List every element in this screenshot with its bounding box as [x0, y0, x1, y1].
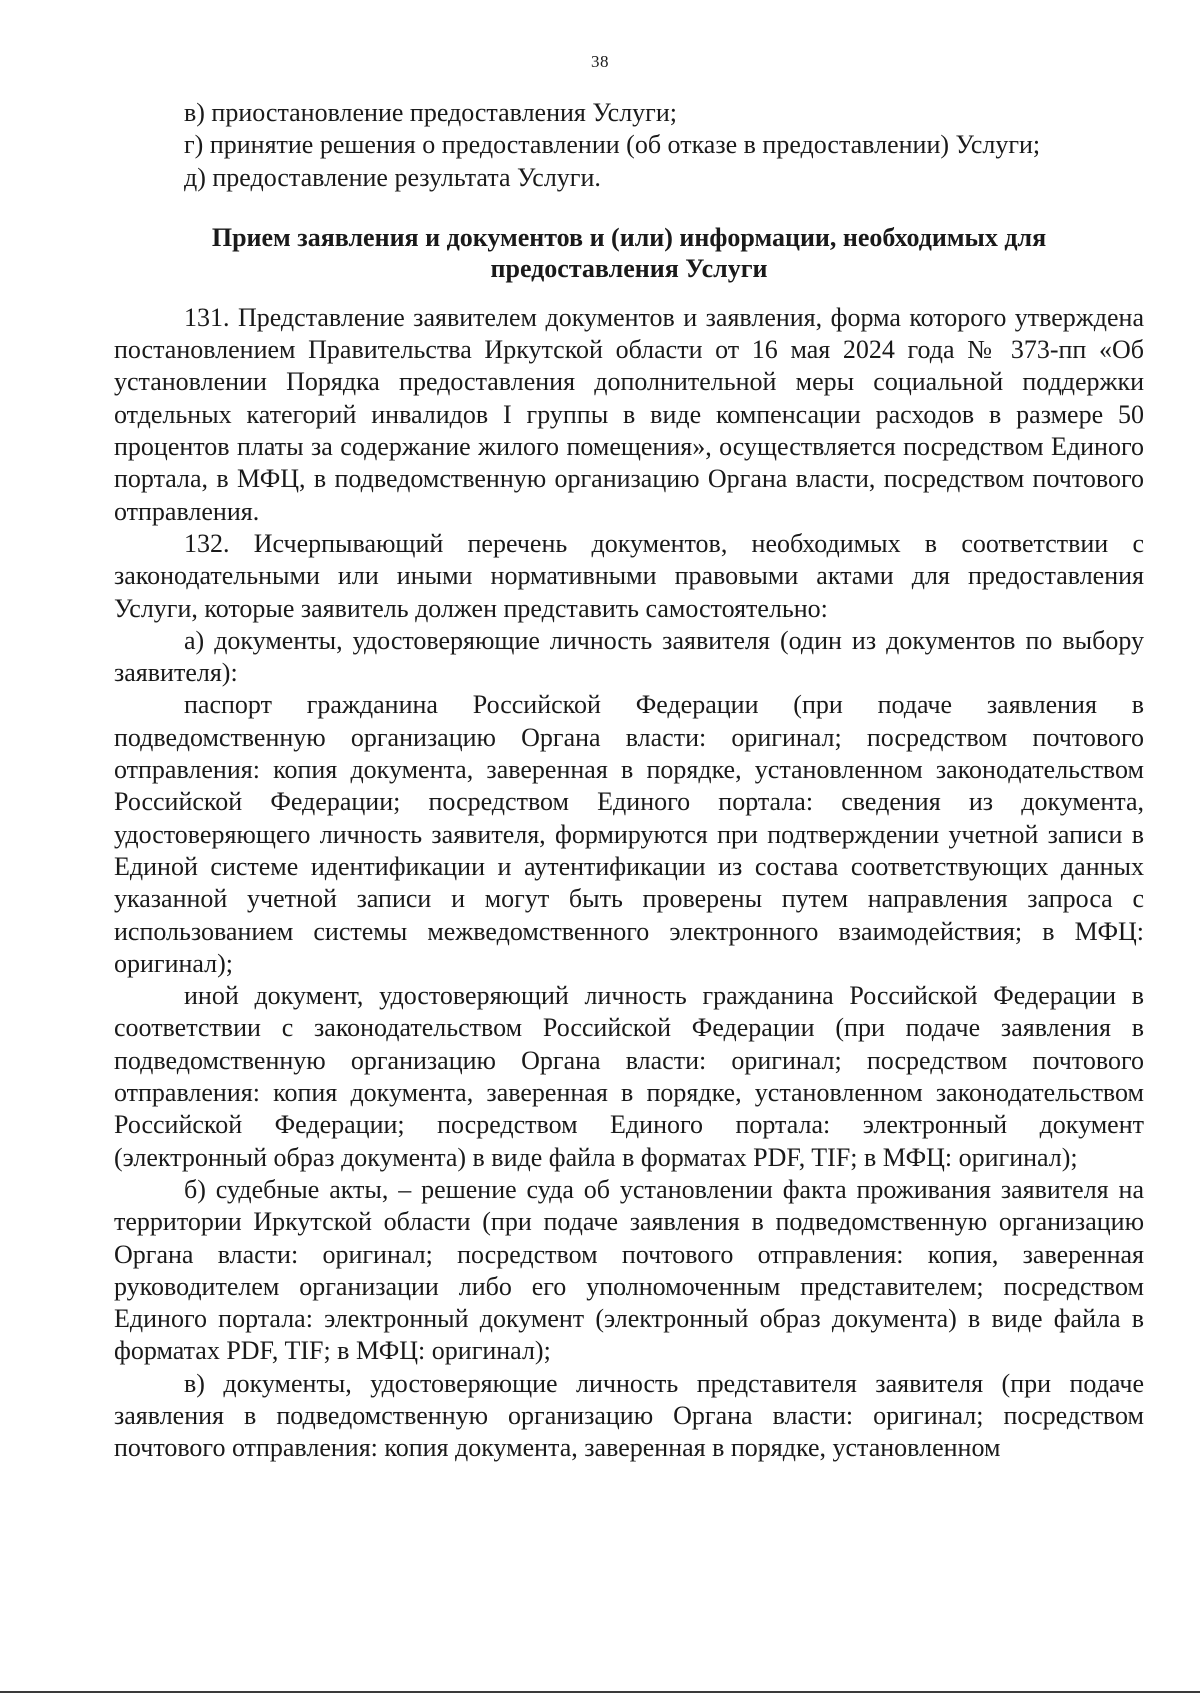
- list-item: в) приостановление предоставления Услуги;: [184, 98, 677, 127]
- paragraph-item-v: в) документы, удостоверяющие личность представителя заявителя (при подаче заявления в подведомственную организацию Органа власти: оригинал; посредством почтового отправления: копия документа, заверенная в порядке, установленном: [114, 1368, 1144, 1463]
- paragraph-item-a: а) документы, удостоверяющие личность заявителя (один из документов по выбору заявителя):: [114, 625, 1144, 688]
- paragraph-item-b: б) судебные акты, – решение суда об установлении факта проживания заявителя на территории Иркутской области (при подаче заявления в подведомственную организацию Органа власти: оригинал; посредством почтового отправления: копия, заверенная руководителем организации либо его уполномоченным представителем; посредством Единого портала: электронный документ (электронный образ документа) в виде файла в форматах PDF, TIF; в МФЦ: оригинал);: [114, 1174, 1144, 1366]
- paragraph-other-id: иной документ, удостоверяющий личность гражданина Российской Федерации в соответствии с законодательством Российской Федерации (при подаче заявления в подведомственную организацию Органа власти: оригинал; посредством почтового отправления: копия документа, заверенная в порядке, установленном законодательством Российской Федерации; посредством Единого портала: электронный документ (электронный образ документа) в виде файла в форматах PDF, TIF; в МФЦ: оригинал);: [114, 981, 1144, 1172]
- section-heading-line: Прием заявления и документов и (или) информации, необходимых для: [211, 222, 1047, 252]
- paragraph-passport: паспорт гражданина Российской Федерации (при подаче заявления в подведомственную организацию Органа власти: оригинал; посредством почтового отправления: копия документа, заверенная в порядке, установленном законодательством Российской Федерации; посредством Единого портала: сведения из документа, удостоверяющего личность заявителя, формируются при подтверждении учетной записи в Единой системе идентификации и аутентификации из состава соответствующих данных указанной учетной записи и могут быть проверены путем направления запроса с использованием системы межведомственного электронного взаимодействия; в МФЦ: оригинал);: [114, 690, 1144, 978]
- paragraph-132: 132. Исчерпывающий перечень документов, необходимых в соответствии с законодательными или иными нормативными правовыми актами для предоставления Услуги, которые заявитель должен представить самостоятельно:: [114, 528, 1144, 623]
- section-heading: [114, 222, 1144, 284]
- paragraph-131: 131. Представление заявителем документов и заявления, форма которого утверждена постановлением Правительства Иркутской области от 16 мая 2024 года № 373-пп «Об установлении Порядка предоставления дополнительной меры социальной поддержки отдельных категорий инвалидов I группы в виде компенсации расходов в размере 50 процентов платы за содержание жилого помещения», осуществляется посредством Единого портала, в МФЦ, в подведомственную организацию Органа власти, посредством почтового отправления.: [114, 302, 1144, 526]
- list-item: г) принятие решения о предоставлении (об отказе в предоставлении) Услуги;: [184, 130, 1041, 160]
- page-number: 38: [591, 52, 609, 71]
- page-content: [114, 97, 1144, 1465]
- stage-list: [114, 97, 1144, 194]
- list-item: д) предоставление результата Услуги.: [184, 162, 601, 192]
- scan-bottom-edge: [0, 1691, 1200, 1693]
- section-heading-line: предоставления Услуги: [490, 253, 768, 283]
